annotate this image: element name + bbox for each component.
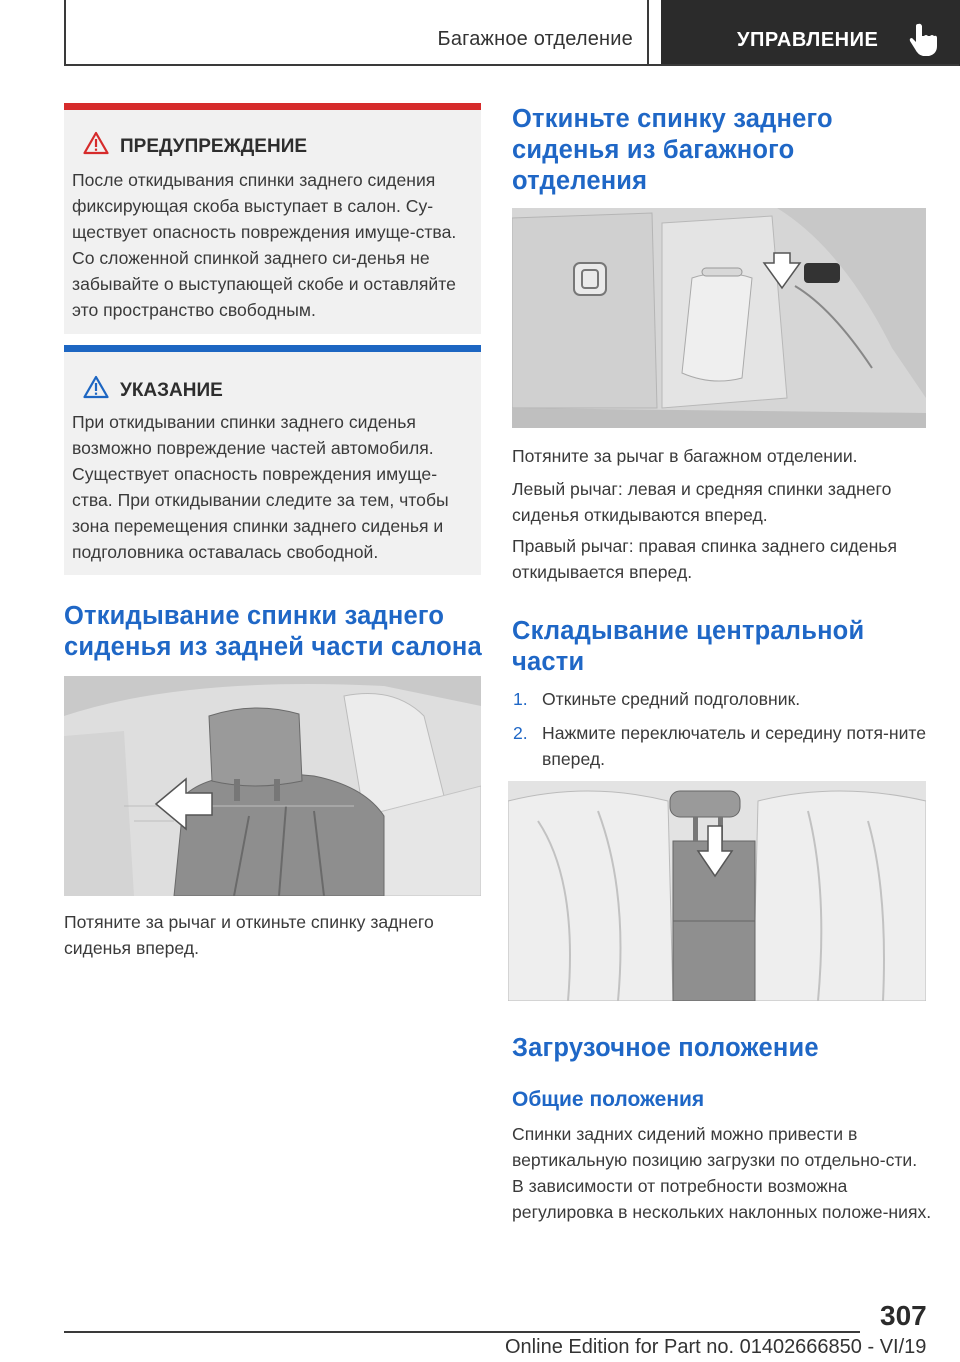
right-p4: Спинки задних сидений можно привести в вертикальную позицию загрузки по отдельно-сти. В зависимости от потребности возможна регулировка в нескольких наклонных положе-ниях. [512, 1124, 932, 1222]
header-rule [64, 64, 959, 66]
step-number: 2. [513, 723, 528, 743]
header-chapter-title: УПРАВЛЕНИЕ [737, 29, 879, 51]
hand-pointer-icon [909, 22, 939, 56]
right-p1: Потяните за рычаг в багажном отделении. [512, 446, 858, 466]
header-section-tab [64, 0, 649, 66]
right-heading-3: Загрузочное положение [512, 1034, 819, 1062]
warning-title: ПРЕДУПРЕЖДЕНИЕ [120, 136, 308, 157]
edition-note: Online Edition for Part no. 01402666850 - VI/19 [505, 1336, 927, 1358]
page-number: 307 [880, 1300, 927, 1331]
footer-rule [64, 1331, 860, 1333]
header-section-title: Багажное отделение [437, 28, 633, 50]
note-text: При откидывании спинки заднего сиденья возможно повреждение частей автомобиля. Существует опасность повреждения имуще-ства. При откидывании следите за тем, чтобы зона перемещения спинки заднего сиденья и подголовника оставалась свободной. [72, 412, 449, 562]
left-heading: Откидывание спинки заднего сиденья из задней части салона [64, 602, 482, 661]
warning-triangle-icon [83, 131, 109, 155]
note-title: УКАЗАНИЕ [120, 380, 223, 401]
step-number: 1. [513, 689, 528, 709]
right-p2: Левый рычаг: левая и средняя спинки заднего сиденья откидываются вперед. [512, 479, 892, 525]
warning-text: После откидывания спинки заднего сидения фиксирующая скоба выступает в салон. Су-ществует опасность повреждения имуще-ства. Со сложенной спинкой заднего си-денья не забывайте о выступающей скобе и оставляйте это пространство свободным. [72, 170, 457, 320]
right-subheading: Общие положения [512, 1088, 705, 1111]
right-p3: Правый рычаг: правая спинка заднего сиденья откидывается вперед. [512, 536, 897, 582]
left-caption: Потяните за рычаг и откиньте спинку заднего сиденья вперед. [64, 912, 434, 958]
step-text: Откиньте средний подголовник. [542, 689, 801, 709]
step-text: Нажмите переключатель и середину потя-ните вперед. [542, 723, 927, 769]
header-chapter-tab [661, 0, 960, 66]
steps-list [513, 686, 933, 780]
right-heading-1: Откиньте спинку заднего сиденья из багажного отделения [512, 105, 833, 195]
note-box [64, 345, 481, 575]
warning-triangle-icon [83, 375, 109, 399]
center-section-illustration [508, 781, 926, 1001]
right-heading-2: Складывание центральной части [512, 617, 865, 676]
rear-seat-illustration [64, 676, 481, 896]
warning-box [64, 103, 481, 334]
list-item [513, 720, 933, 772]
list-item [513, 686, 933, 712]
luggage-compartment-illustration [512, 208, 926, 428]
